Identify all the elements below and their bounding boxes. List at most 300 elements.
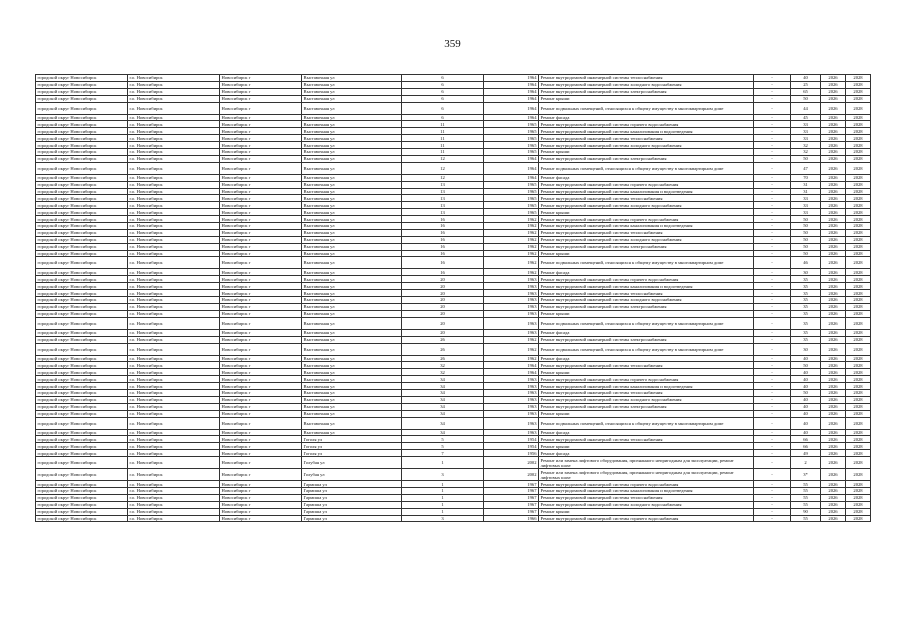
house-cell: 1 — [402, 481, 484, 488]
year-cell: 1954 — [484, 443, 539, 450]
year-from-cell: 2026 — [821, 209, 846, 216]
dash-cell: - — [754, 128, 791, 135]
district-cell: г.о. Новосибирск — [128, 396, 220, 403]
table-row — [36, 209, 871, 216]
house-cell: 34 — [402, 389, 484, 396]
city-cell: Новосибирск г — [220, 443, 302, 450]
city-cell: Новосибирск г — [220, 257, 302, 269]
year-cell: 1963 — [484, 403, 539, 410]
street-cell: Выставочная ул — [302, 209, 402, 216]
street-cell: Выставочная ул — [302, 142, 402, 149]
house-cell: 12 — [402, 162, 484, 174]
year-to-cell: 2028 — [846, 102, 871, 114]
house-cell: 20 — [402, 276, 484, 283]
house-cell: 34 — [402, 396, 484, 403]
dash-cell: - — [754, 389, 791, 396]
city-cell: Новосибирск г — [220, 469, 302, 481]
street-cell: Голубая ул — [302, 469, 402, 481]
value-cell: 44 — [791, 102, 821, 114]
municipality-cell: городской округ Новосибирск — [36, 369, 128, 376]
year-cell: 1966 — [484, 515, 539, 522]
value-cell: 40 — [791, 429, 821, 436]
city-cell: Новосибирск г — [220, 403, 302, 410]
year-from-cell: 2026 — [821, 487, 846, 494]
work-type-cell: Ремонт внутридомовой инженерной системы теплоснабжения — [539, 135, 754, 142]
district-cell: г.о. Новосибирск — [128, 487, 220, 494]
dash-cell: - — [754, 369, 791, 376]
city-cell: Новосибирск г — [220, 81, 302, 88]
city-cell: Новосибирск г — [220, 383, 302, 390]
table-row — [36, 469, 871, 481]
house-cell: 12 — [402, 155, 484, 162]
year-from-cell: 2026 — [821, 310, 846, 317]
year-cell: 1954 — [484, 436, 539, 443]
district-cell: г.о. Новосибирск — [128, 450, 220, 457]
street-cell: Выставочная ул — [302, 102, 402, 114]
year-cell: 1964 — [484, 162, 539, 174]
year-cell: 1967 — [484, 508, 539, 515]
value-cell: 40 — [791, 355, 821, 362]
dash-cell: - — [754, 276, 791, 283]
year-from-cell: 2026 — [821, 276, 846, 283]
table-row — [36, 142, 871, 149]
year-cell: 1967 — [484, 481, 539, 488]
year-from-cell: 2026 — [821, 75, 846, 82]
municipality-cell: городской округ Новосибирск — [36, 121, 128, 128]
street-cell: Выставочная ул — [302, 162, 402, 174]
municipality-cell: городской округ Новосибирск — [36, 181, 128, 188]
year-cell: 1964 — [484, 114, 539, 121]
year-from-cell: 2026 — [821, 376, 846, 383]
city-cell: Новосибирск г — [220, 88, 302, 95]
district-cell: г.о. Новосибирск — [128, 436, 220, 443]
city-cell: Новосибирск г — [220, 155, 302, 162]
municipality-cell: городской округ Новосибирск — [36, 457, 128, 469]
municipality-cell: городской округ Новосибирск — [36, 469, 128, 481]
year-to-cell: 2028 — [846, 396, 871, 403]
year-to-cell: 2028 — [846, 155, 871, 162]
city-cell: Новосибирск г — [220, 515, 302, 522]
work-type-cell: Ремонт подвальных помещений, относящихся к общему имуществу в многоквартирном доме — [539, 417, 754, 429]
city-cell: Новосибирск г — [220, 487, 302, 494]
table-row — [36, 188, 871, 195]
year-from-cell: 2026 — [821, 403, 846, 410]
table-row — [36, 369, 871, 376]
year-cell: 1965 — [484, 128, 539, 135]
street-cell: Гоголя ул — [302, 443, 402, 450]
year-from-cell: 2026 — [821, 236, 846, 243]
value-cell: 50 — [791, 236, 821, 243]
value-cell: 40 — [791, 410, 821, 417]
year-cell: 1964 — [484, 362, 539, 369]
house-cell: 7 — [402, 450, 484, 457]
year-cell: 1962 — [484, 269, 539, 276]
year-from-cell: 2026 — [821, 216, 846, 223]
year-from-cell: 2026 — [821, 195, 846, 202]
table-row — [36, 403, 871, 410]
house-cell: 16 — [402, 223, 484, 230]
city-cell: Новосибирск г — [220, 389, 302, 396]
table-row — [36, 195, 871, 202]
street-cell: Выставочная ул — [302, 128, 402, 135]
year-from-cell: 2026 — [821, 181, 846, 188]
table-row — [36, 243, 871, 250]
year-from-cell: 2026 — [821, 362, 846, 369]
house-cell: 32 — [402, 362, 484, 369]
work-type-cell: Ремонт внутридомовой инженерной системы горячего водоснабжения — [539, 121, 754, 128]
year-cell: 1963 — [484, 383, 539, 390]
year-to-cell: 2028 — [846, 276, 871, 283]
value-cell: 30 — [791, 269, 821, 276]
year-cell: 1956 — [484, 450, 539, 457]
year-to-cell: 2028 — [846, 88, 871, 95]
work-type-cell: Ремонт внутридомовой инженерной системы холодного водоснабжения — [539, 396, 754, 403]
municipality-cell: городской округ Новосибирск — [36, 343, 128, 355]
year-to-cell: 2028 — [846, 457, 871, 469]
work-type-cell: Ремонт подвальных помещений, относящихся к общему имуществу в многоквартирном доме — [539, 102, 754, 114]
street-cell: Выставочная ул — [302, 269, 402, 276]
year-to-cell: 2028 — [846, 487, 871, 494]
district-cell: г.о. Новосибирск — [128, 229, 220, 236]
district-cell: г.о. Новосибирск — [128, 303, 220, 310]
street-cell: Выставочная ул — [302, 223, 402, 230]
table-row — [36, 102, 871, 114]
house-cell: 1 — [402, 501, 484, 508]
municipality-cell: городской округ Новосибирск — [36, 75, 128, 82]
street-cell: Выставочная ул — [302, 250, 402, 257]
value-cell: 2 — [791, 457, 821, 469]
district-cell: г.о. Новосибирск — [128, 81, 220, 88]
house-cell: 13 — [402, 181, 484, 188]
year-cell: 1962 — [484, 257, 539, 269]
city-cell: Новосибирск г — [220, 269, 302, 276]
value-cell: 40 — [791, 369, 821, 376]
work-type-cell: Ремонт внутридомовой инженерной системы горячего водоснабжения — [539, 216, 754, 223]
district-cell: г.о. Новосибирск — [128, 128, 220, 135]
city-cell: Новосибирск г — [220, 216, 302, 223]
value-cell: 50 — [791, 362, 821, 369]
year-from-cell: 2026 — [821, 250, 846, 257]
city-cell: Новосибирск г — [220, 501, 302, 508]
year-to-cell: 2028 — [846, 410, 871, 417]
work-type-cell: Ремонт фасада — [539, 429, 754, 436]
street-cell: Выставочная ул — [302, 121, 402, 128]
municipality-cell: городской округ Новосибирск — [36, 487, 128, 494]
year-from-cell: 2026 — [821, 436, 846, 443]
year-from-cell: 2026 — [821, 469, 846, 481]
value-cell: 25 — [791, 81, 821, 88]
municipality-cell: городской округ Новосибирск — [36, 389, 128, 396]
district-cell: г.о. Новосибирск — [128, 216, 220, 223]
street-cell: Выставочная ул — [302, 317, 402, 329]
district-cell: г.о. Новосибирск — [128, 283, 220, 290]
value-cell: 46 — [791, 257, 821, 269]
year-from-cell: 2026 — [821, 429, 846, 436]
house-cell: 34 — [402, 383, 484, 390]
year-cell: 1962 — [484, 223, 539, 230]
street-cell: Выставочная ул — [302, 369, 402, 376]
district-cell: г.о. Новосибирск — [128, 515, 220, 522]
value-cell: 31 — [791, 181, 821, 188]
house-cell: 16 — [402, 250, 484, 257]
year-cell: 1964 — [484, 75, 539, 82]
house-cell: 13 — [402, 202, 484, 209]
house-cell: 16 — [402, 257, 484, 269]
value-cell: 35 — [791, 283, 821, 290]
dash-cell: - — [754, 376, 791, 383]
municipality-cell: городской округ Новосибирск — [36, 236, 128, 243]
municipality-cell: городской округ Новосибирск — [36, 95, 128, 102]
value-cell: 35 — [791, 329, 821, 336]
house-cell: 16 — [402, 243, 484, 250]
district-cell: г.о. Новосибирск — [128, 181, 220, 188]
year-to-cell: 2028 — [846, 257, 871, 269]
dash-cell: - — [754, 436, 791, 443]
city-cell: Новосибирск г — [220, 481, 302, 488]
table-row — [36, 88, 871, 95]
street-cell: Выставочная ул — [302, 290, 402, 297]
municipality-cell: городской округ Новосибирск — [36, 494, 128, 501]
year-from-cell: 2026 — [821, 229, 846, 236]
year-cell: 1962 — [484, 216, 539, 223]
year-to-cell: 2028 — [846, 269, 871, 276]
year-from-cell: 2026 — [821, 355, 846, 362]
table-row — [36, 128, 871, 135]
value-cell: 40 — [791, 383, 821, 390]
district-cell: г.о. Новосибирск — [128, 410, 220, 417]
table-row — [36, 355, 871, 362]
municipality-cell: городской округ Новосибирск — [36, 142, 128, 149]
year-from-cell: 2026 — [821, 329, 846, 336]
year-from-cell: 2026 — [821, 95, 846, 102]
year-cell: 1963 — [484, 396, 539, 403]
house-cell: 34 — [402, 410, 484, 417]
district-cell: г.о. Новосибирск — [128, 417, 220, 429]
city-cell: Новосибирск г — [220, 209, 302, 216]
dash-cell: - — [754, 95, 791, 102]
table-row — [36, 276, 871, 283]
year-to-cell: 2028 — [846, 181, 871, 188]
house-cell: 34 — [402, 376, 484, 383]
house-cell: 13 — [402, 209, 484, 216]
street-cell: Выставочная ул — [302, 188, 402, 195]
city-cell: Новосибирск г — [220, 303, 302, 310]
house-cell: 6 — [402, 88, 484, 95]
year-from-cell: 2026 — [821, 269, 846, 276]
value-cell: 30 — [791, 343, 821, 355]
table-row — [36, 181, 871, 188]
value-cell: 55 — [791, 481, 821, 488]
year-from-cell: 2026 — [821, 336, 846, 343]
table-row — [36, 297, 871, 304]
house-cell: 32 — [402, 369, 484, 376]
municipality-cell: городской округ Новосибирск — [36, 403, 128, 410]
municipality-cell: городской округ Новосибирск — [36, 417, 128, 429]
municipality-cell: городской округ Новосибирск — [36, 135, 128, 142]
municipality-cell: городской округ Новосибирск — [36, 410, 128, 417]
house-cell: 3 — [402, 515, 484, 522]
district-cell: г.о. Новосибирск — [128, 469, 220, 481]
work-type-cell: Ремонт внутридомовой инженерной системы холодного водоснабжения — [539, 297, 754, 304]
work-type-cell: Ремонт внутридомовой инженерной системы канализования и водоотведения — [539, 487, 754, 494]
district-cell: г.о. Новосибирск — [128, 494, 220, 501]
value-cell: 50 — [791, 250, 821, 257]
value-cell: 40 — [791, 75, 821, 82]
municipality-cell: городской округ Новосибирск — [36, 362, 128, 369]
dash-cell: - — [754, 303, 791, 310]
district-cell: г.о. Новосибирск — [128, 457, 220, 469]
district-cell: г.о. Новосибирск — [128, 369, 220, 376]
street-cell: Выставочная ул — [302, 174, 402, 181]
city-cell: Новосибирск г — [220, 396, 302, 403]
district-cell: г.о. Новосибирск — [128, 243, 220, 250]
value-cell: 55 — [791, 494, 821, 501]
year-cell: 1965 — [484, 181, 539, 188]
city-cell: Новосибирск г — [220, 369, 302, 376]
house-cell: 6 — [402, 102, 484, 114]
city-cell: Новосибирск г — [220, 290, 302, 297]
year-cell: 1962 — [484, 250, 539, 257]
street-cell: Гармиша ул — [302, 508, 402, 515]
dash-cell: - — [754, 501, 791, 508]
year-from-cell: 2026 — [821, 389, 846, 396]
table-row — [36, 417, 871, 429]
street-cell: Выставочная ул — [302, 343, 402, 355]
district-cell: г.о. Новосибирск — [128, 250, 220, 257]
table-row — [36, 250, 871, 257]
dash-cell: - — [754, 142, 791, 149]
table-row — [36, 81, 871, 88]
municipality-cell: городской округ Новосибирск — [36, 290, 128, 297]
municipality-cell: городской округ Новосибирск — [36, 436, 128, 443]
dash-cell: - — [754, 149, 791, 156]
value-cell: 49 — [791, 450, 821, 457]
street-cell: Выставочная ул — [302, 81, 402, 88]
year-cell: 1964 — [484, 102, 539, 114]
house-cell: 12 — [402, 174, 484, 181]
year-from-cell: 2026 — [821, 508, 846, 515]
municipality-cell: городской округ Новосибирск — [36, 481, 128, 488]
work-type-cell: Ремонт внутридомовой инженерной системы горячего водоснабжения — [539, 181, 754, 188]
municipality-cell: городской округ Новосибирск — [36, 317, 128, 329]
value-cell: 35 — [791, 303, 821, 310]
district-cell: г.о. Новосибирск — [128, 223, 220, 230]
value-cell: 32 — [791, 142, 821, 149]
year-from-cell: 2026 — [821, 155, 846, 162]
house-cell: 34 — [402, 417, 484, 429]
dash-cell: - — [754, 362, 791, 369]
district-cell: г.о. Новосибирск — [128, 290, 220, 297]
table-row — [36, 303, 871, 310]
work-type-cell: Ремонт внутридомовой инженерной системы теплоснабжения — [539, 436, 754, 443]
municipality-cell: городской округ Новосибирск — [36, 257, 128, 269]
dash-cell: - — [754, 229, 791, 236]
street-cell: Гармиша ул — [302, 501, 402, 508]
street-cell: Выставочная ул — [302, 303, 402, 310]
municipality-cell: городской округ Новосибирск — [36, 355, 128, 362]
municipality-cell: городской округ Новосибирск — [36, 269, 128, 276]
district-cell: г.о. Новосибирск — [128, 297, 220, 304]
table-row — [36, 310, 871, 317]
value-cell: 45 — [791, 114, 821, 121]
house-cell: 1 — [402, 487, 484, 494]
year-to-cell: 2028 — [846, 429, 871, 436]
year-cell: 1963 — [484, 376, 539, 383]
year-to-cell: 2028 — [846, 508, 871, 515]
year-to-cell: 2028 — [846, 515, 871, 522]
dash-cell: - — [754, 223, 791, 230]
district-cell: г.о. Новосибирск — [128, 95, 220, 102]
municipality-cell: городской округ Новосибирск — [36, 303, 128, 310]
work-type-cell: Ремонт внутридомовой инженерной системы горячего водоснабжения — [539, 376, 754, 383]
value-cell: 50 — [791, 95, 821, 102]
year-cell: 1962 — [484, 236, 539, 243]
year-from-cell: 2026 — [821, 417, 846, 429]
work-type-cell: Ремонт внутридомовой инженерной системы теплоснабжения — [539, 195, 754, 202]
street-cell: Голубая ул — [302, 457, 402, 469]
year-to-cell: 2028 — [846, 403, 871, 410]
value-cell: 40 — [791, 376, 821, 383]
house-cell: 20 — [402, 290, 484, 297]
dash-cell: - — [754, 88, 791, 95]
table-row — [36, 487, 871, 494]
year-from-cell: 2026 — [821, 369, 846, 376]
table-row — [36, 501, 871, 508]
table-row — [36, 121, 871, 128]
district-cell: г.о. Новосибирск — [128, 195, 220, 202]
city-cell: Новосибирск г — [220, 450, 302, 457]
table-row — [36, 149, 871, 156]
year-from-cell: 2026 — [821, 88, 846, 95]
city-cell: Новосибирск г — [220, 142, 302, 149]
city-cell: Новосибирск г — [220, 283, 302, 290]
year-to-cell: 2028 — [846, 229, 871, 236]
city-cell: Новосибирск г — [220, 317, 302, 329]
dash-cell: - — [754, 250, 791, 257]
year-to-cell: 2028 — [846, 369, 871, 376]
city-cell: Новосибирск г — [220, 102, 302, 114]
city-cell: Новосибирск г — [220, 494, 302, 501]
year-cell: 1963 — [484, 276, 539, 283]
year-to-cell: 2028 — [846, 303, 871, 310]
municipality-cell: городской округ Новосибирск — [36, 508, 128, 515]
table-row — [36, 336, 871, 343]
value-cell: 40 — [791, 396, 821, 403]
table-row — [36, 135, 871, 142]
work-type-cell: Ремонт внутридомовой инженерной системы электроснабжения — [539, 243, 754, 250]
work-type-cell: Ремонт внутридомовой инженерной системы холодного водоснабжения — [539, 81, 754, 88]
dash-cell: - — [754, 329, 791, 336]
work-type-cell: Ремонт внутридомовой инженерной системы канализования и водоотведения — [539, 383, 754, 390]
year-from-cell: 2026 — [821, 457, 846, 469]
municipality-cell: городской округ Новосибирск — [36, 149, 128, 156]
year-to-cell: 2028 — [846, 501, 871, 508]
city-cell: Новосибирск г — [220, 436, 302, 443]
street-cell: Выставочная ул — [302, 135, 402, 142]
street-cell: Выставочная ул — [302, 75, 402, 82]
year-from-cell: 2026 — [821, 114, 846, 121]
city-cell: Новосибирск г — [220, 174, 302, 181]
work-type-cell: Ремонт внутридомовой инженерной системы канализования и водоотведения — [539, 128, 754, 135]
street-cell: Выставочная ул — [302, 216, 402, 223]
year-cell: 1963 — [484, 329, 539, 336]
city-cell: Новосибирск г — [220, 75, 302, 82]
year-to-cell: 2028 — [846, 450, 871, 457]
year-to-cell: 2028 — [846, 283, 871, 290]
work-type-cell: Ремонт фасада — [539, 329, 754, 336]
table-row — [36, 515, 871, 522]
work-type-cell: Ремонт внутридомовой инженерной системы теплоснабжения — [539, 290, 754, 297]
